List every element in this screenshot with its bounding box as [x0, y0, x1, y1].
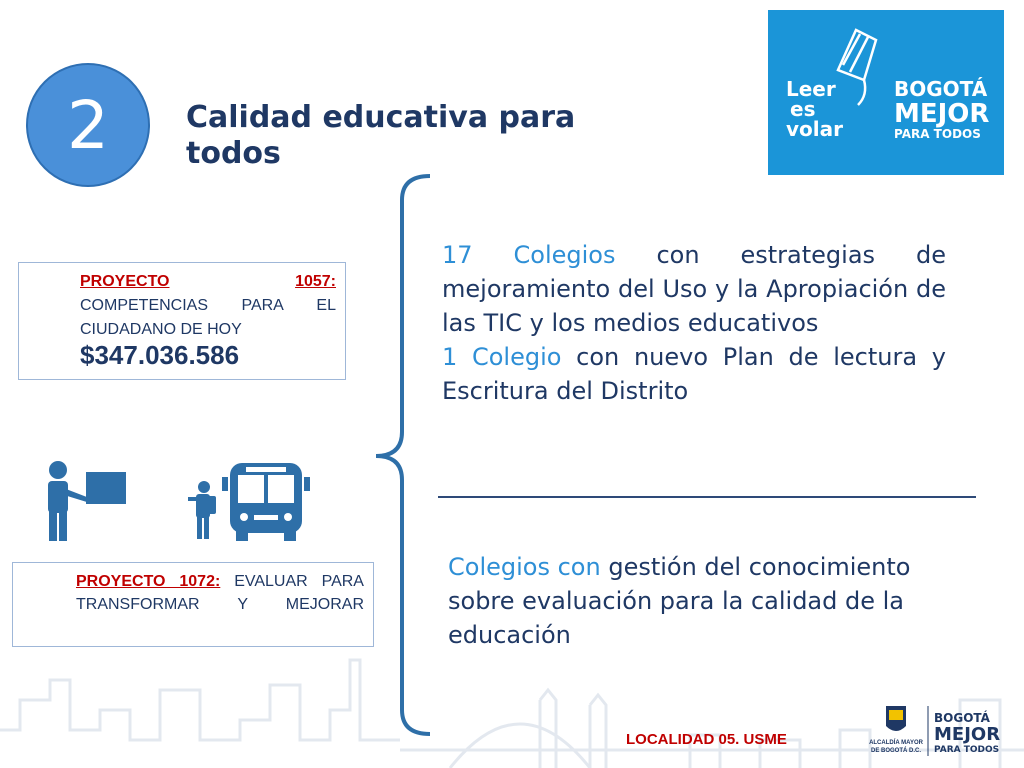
curly-bracket: [368, 170, 438, 740]
project-1057-description: COMPETENCIAS PARA EL CIUDADANO DE HOY: [80, 297, 336, 338]
results-count-colegio: 1 Colegio: [442, 343, 562, 371]
footer-bogota: BOGOTÁ: [934, 711, 990, 725]
project-1057-label: PROYECTO: [80, 273, 170, 290]
results-count-colegios: 17 Colegios: [442, 241, 616, 269]
locality-label: LOCALIDAD 05. USME: [626, 731, 787, 748]
leer-es-volar-logo: [768, 10, 1004, 175]
alcaldia-shield-icon: [886, 706, 906, 731]
section-number-circle: [26, 63, 150, 187]
icons-group: [36, 455, 326, 545]
school-bus-icon: [222, 463, 310, 541]
footer-logos: [869, 700, 1016, 762]
student-icon: [188, 481, 216, 539]
section-title: Calidad educativa para todos: [186, 100, 576, 171]
results-reading-description: con nuevo Plan de lectura y Escritura del Distrito: [442, 343, 946, 405]
logo-volar: volar: [786, 117, 843, 141]
teacher-icon: [48, 461, 126, 541]
section-number: 2: [67, 86, 109, 164]
project-1072-title: PROYECTO 1072:: [76, 573, 221, 590]
project-1057-title: [80, 270, 336, 294]
project-1057-text: [80, 270, 336, 342]
logo-para-todos: PARA TODOS: [894, 127, 981, 141]
project-1072-description: EVALUAR PARA TRANSFORMAR Y MEJORAR: [76, 573, 364, 613]
project-1057-amount: $347.036.586: [80, 340, 240, 370]
footer-mejor: MEJOR: [934, 724, 1001, 745]
footer-para-todos: PARA TODOS: [934, 745, 1000, 755]
results-evaluation-text: [448, 550, 978, 652]
alcaldia-line2: DE BOGOTÁ D.C.: [870, 748, 922, 754]
project-1072-text: [76, 570, 364, 616]
section-divider: [438, 496, 976, 498]
results-tic-description: con estrategias de mejoramiento del Uso y la Apropiación de las TIC y los medios educativos: [442, 241, 946, 337]
project-1057-number: 1057:: [295, 273, 336, 290]
logo-es: es: [790, 97, 816, 121]
results-tic-text: [442, 238, 946, 408]
alcaldia-line1: ALCALDÍA MAYOR: [869, 740, 923, 746]
logo-leer: Leer: [786, 77, 836, 101]
logo-bogota: BOGOTÁ: [894, 77, 988, 101]
results-evaluation-description: gestión del conocimiento sobre evaluación para la calidad de la educación: [448, 553, 911, 649]
logo-artwork: [768, 10, 1004, 175]
results-evaluation-lead: Colegios con: [448, 553, 601, 581]
logo-mejor: MEJOR: [894, 99, 990, 129]
